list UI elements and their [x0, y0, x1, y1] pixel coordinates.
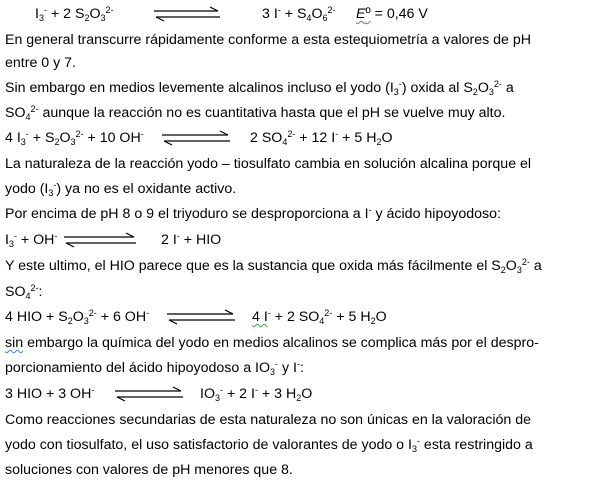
- equation-2-products: 2 $SO_4^{2-} + 12$ I- + 5 $H_2O$: [250, 129, 393, 147]
- equation-4-reactants: 4 HIO + $S_2O_3^{2-} + 6$ OH-: [5, 308, 150, 326]
- paragraph-7-line-1: Como reacciones secundarias de esta naturaleza no son únicas en la valoración de: [5, 412, 532, 428]
- paragraph-1-line-1: En general transcurre rápidamente conforme a esta estequiometría a valores de pH: [5, 32, 532, 48]
- paragraph-7-line-2: yodo con tiosulfato, el uso satisfactorio de valorantes de yodo o $I_3^-$ esta restringido a: [5, 436, 533, 454]
- paragraph-3-line-2: yodo $(I_3^-)$ ya no es el oxidante activo.: [5, 180, 237, 198]
- paragraph-5-line-1: Y este ultimo, el HIO parece que es la sustancia que oxida más fácilmente el $S_2O_3^{2-}$ a: [5, 257, 542, 275]
- paragraph-5-line-2: $SO_4^{2-}$:: [5, 283, 43, 301]
- equation-3-products: 2 I- + HIO: [161, 231, 222, 248]
- equation-5-reactants: 3 HIO + 3 OH-: [5, 385, 95, 402]
- equation-4-products: 4 I- + 2 $SO_4^{2-} + 5$ $H_2O$: [252, 308, 387, 326]
- paragraph-2-line-1: Sin embargo en medios levemente alcalinos incluso el yodo $(I_3^-)$ oxida al $S_2O_3^{2-}$ a: [5, 79, 514, 97]
- equation-2-reactants: 4 $I_3^- + S_2O_3^{2-} + 10$ OH-: [5, 129, 144, 147]
- paragraph-2-line-2: $SO_4^{2-}$ aunque la reacción no es cuantitativa hasta que el pH se vuelve muy alto.: [5, 104, 506, 122]
- equation-1-potential: Eº = 0,46 V: [356, 6, 428, 22]
- equation-1-products: 3 $I^- + S_4O_6^{2-}$: [262, 5, 336, 23]
- equation-1-reactants: $I_3^- + 2$ $S_2O_3^{2-}$: [35, 5, 114, 23]
- paragraph-4-line-1: Por encima de pH 8 o 9 el triyoduro se desproporciona a I- y ácido hipoyodoso:: [5, 205, 501, 222]
- paragraph-6-line-1: sin embargo la química del yodo en medios alcalinos se complica más por el despro-: [5, 335, 539, 351]
- paragraph-1-line-2: entre 0 y 7.: [5, 55, 76, 71]
- equilibrium-arrow-icon: [160, 130, 232, 146]
- equilibrium-arrow-icon: [152, 6, 222, 22]
- paragraph-7-line-3: soluciones con valores de pH menores que 8.: [5, 462, 293, 478]
- equilibrium-arrow-icon: [62, 232, 138, 248]
- equation-3-reactants: $I_3^- + OH^-$: [5, 231, 58, 249]
- equilibrium-arrow-icon: [165, 309, 237, 325]
- equation-5-products: $IO_3^- + 2$ I- + 3 $H_2O$: [200, 385, 313, 403]
- equilibrium-arrow-icon: [113, 386, 185, 402]
- paragraph-3-line-1: La naturaleza de la reacción yodo – tiosulfato cambia en solución alcalina porque el: [5, 156, 532, 172]
- paragraph-6-line-2: porcionamiento del ácido hipoyodoso a $IO_3^-$ y I-:: [5, 359, 304, 377]
